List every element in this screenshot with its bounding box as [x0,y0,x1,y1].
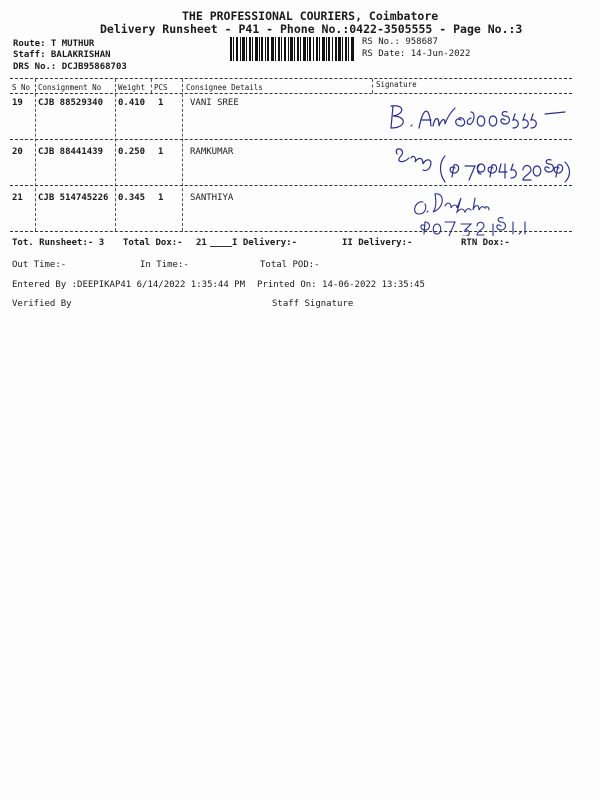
table-top-rule [10,78,572,79]
row-consignee: VANI SREE [190,98,239,108]
col-header-sno: S No [12,83,31,92]
total-pod: Total POD:- [260,260,320,270]
tot-runsheet: Tot. Runsheet:- 3 [12,238,105,248]
col-header-consignee: Consignee Details [186,83,263,92]
handwritten-signature [385,98,585,138]
verified-by: Verified By [12,299,72,309]
handwritten-underline [210,246,232,247]
runsheet-subtitle: Delivery Runsheet - P41 - Phone No.:0422-3505555 - Page No.:3 [100,22,523,36]
rs-number: RS No.: 958687 [362,37,438,47]
col-header-consignment: Consignment No [38,83,102,92]
company-title: THE PROFESSIONAL COURIERS, Coimbatore [182,9,439,23]
total-dox-label: Total Dox:- [123,238,183,248]
barcode [230,37,355,61]
ii-delivery: II Delivery:- [342,238,413,248]
entered-by: Entered By :DEEPIKAP41 6/14/2022 1:35:44 PM [12,280,245,290]
row-pcs: 1 [158,193,164,203]
row-consignment: CJB 88529340 [38,98,104,108]
row-weight: 0.250 [118,147,146,157]
handwritten-signature [405,186,555,236]
row-sno: 19 [12,98,23,108]
drs-number: DRS No.: DCJB95868703 [13,62,127,72]
col-header-signature: Signature [376,80,417,89]
table-bottom-rule [10,231,572,232]
staff-label: Staff: BALAKRISHAN [13,50,111,60]
row-weight: 0.345 [118,193,146,203]
route-label: Route: T MUTHUR [13,39,95,49]
out-time: Out Time:- [12,260,67,270]
col-header-pcs: PCS [154,83,168,92]
row-consignment: CJB 88441439 [38,147,104,157]
in-time: In Time:- [140,260,189,270]
row-consignment: CJB 514745226 [38,193,109,203]
col-divider [115,79,116,231]
row-pcs: 1 [158,147,164,157]
rs-date: RS Date: 14-Jun-2022 [362,49,471,59]
handwritten-signature [385,142,575,186]
rtn-dox: RTN Dox:- [461,238,510,248]
staff-signature-label: Staff Signature [272,299,354,309]
row-consignee: RAMKUMAR [190,147,234,157]
table-header-rule [10,93,572,94]
row-sno: 20 [12,147,23,157]
row-pcs: 1 [158,98,164,108]
row-sno: 21 [12,193,23,203]
printed-on: Printed On: 14-06-2022 13:35:45 [257,280,425,290]
col-divider [151,79,152,93]
col-divider [372,79,373,93]
row-rule [10,139,572,140]
col-header-weight: Weight [118,83,146,92]
row-weight: 0.410 [118,98,146,108]
total-dox-value: 21 [196,238,207,248]
i-delivery: I Delivery:- [232,238,298,248]
row-consignee: SANTHIYA [190,193,234,203]
col-divider [182,79,183,231]
col-divider [35,79,36,231]
